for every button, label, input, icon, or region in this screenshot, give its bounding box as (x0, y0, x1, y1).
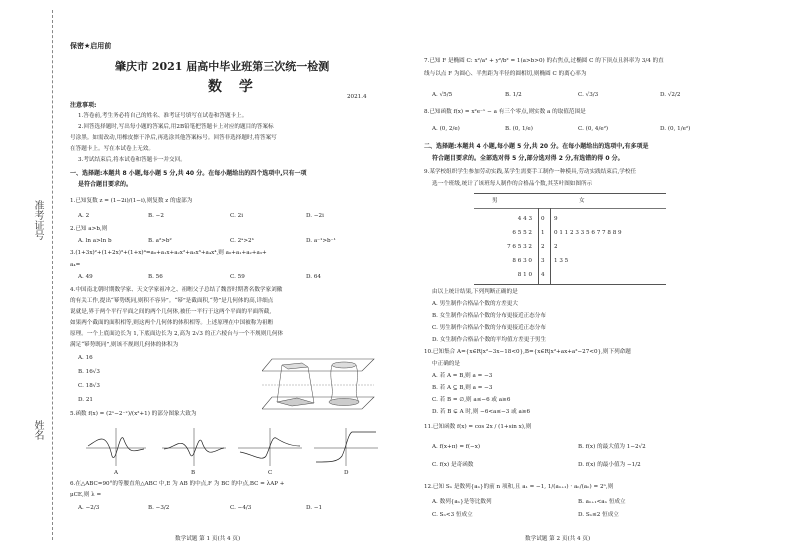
option: C. 18√3 (78, 383, 100, 389)
option: B. −2 (148, 213, 164, 219)
question-4: 满足“幂势既同”,则该不规则几何体的体积为 (70, 342, 179, 348)
question-9-prompt: 由以上统计结果,下列判断正确的是 (432, 289, 518, 295)
option: A. 数列{aₙ}是等比数列 (432, 499, 492, 505)
question-4: 如果两个截面的面积相等,则这两个几何体的体积相等。上述原理在中国被称为祖暅 (70, 320, 274, 326)
question-10: 中正确的是 (432, 361, 460, 367)
question-4: 说就是,界于两个平行平面之间的两个几何体,被任一平行于这两个平面的平面所截, (70, 309, 272, 315)
graph-label-c: C (268, 470, 273, 476)
question-6: μCE,则 λ = (70, 492, 102, 498)
graph-label-b: B (191, 470, 196, 476)
binding-line (52, 10, 53, 540)
question-5: 5.函数 f(x) = (2ˣ−2⁻ˣ)/(x²+1) 的部分图象大致为 (70, 411, 197, 417)
female-leaves: 0 1 1 2 3 3 5 6 7 7 8 8 9 (554, 230, 622, 236)
option: C. √3/3 (578, 92, 599, 98)
option: B. 若 A ⊆ B,则 a = −3 (432, 385, 493, 391)
option: C. 男生制作合格品个数的分布更接近正态分布 (432, 325, 546, 331)
question-6: 6.在△ABC=90°的等腰直角△ABC 中,E 为 AB 的中点,F 为 BC 的中点,BC = λAP + (70, 481, 285, 487)
option: D. (0, 1/e²) (660, 126, 691, 132)
option: C. (0, 4/e²) (578, 126, 609, 132)
question-4: 的有关工作,提出“幂势既同,则积不容异”。“幂”是截面积,“势”是几何体的高,详细点 (70, 298, 274, 304)
question-7: 线与以点 F 为圆心、半焦距为半径的圆相切,则椭圆 C 的离心率为 (424, 71, 587, 77)
option: A. 若 A = B,则 a = −3 (432, 373, 493, 379)
option: C. 若 B = ∅,则 a≤−6 或 a≥6 (432, 397, 511, 403)
question-11: 11.已知函数 f(x) = cos 2x / (1+sin x),则 (424, 424, 532, 430)
female-leaves: 2 (554, 244, 558, 250)
option: C. Sₙ<3 恒成立 (432, 512, 473, 518)
option: A. √5/5 (432, 92, 453, 98)
option: A. 49 (78, 274, 93, 280)
option: D. 女生制作合格品个数的平均值方差更于男生 (432, 337, 547, 343)
question-4: 4.中国南北朝时期数学家、天文学家祖冲之、祖暅父子总结了魏晋时期著名数学家刘徽 (70, 287, 283, 293)
stem-leaf-table (474, 193, 666, 285)
option: B. 女生制作合格品个数的分布更接近正态分布 (432, 313, 546, 319)
male-leaves: 4 4 3 (517, 216, 532, 222)
question-3: 3.(1+3x)²+(1+2x)³+(1+x)⁴=a₀+a₁x+a₂x²+a₃x³+a₄x⁴,则 a₀+a₁+a₂+a₃+ (70, 250, 267, 256)
graph-label-d: D (344, 470, 349, 476)
question-9: 9.某学校组织学生参加劳动实践,某学生需要手工制作一种模具,劳动实践结束后,学校任 (424, 169, 637, 175)
option: D. √2/2 (660, 92, 681, 98)
option: D. 64 (306, 274, 321, 280)
stem-value: 1 (541, 230, 545, 236)
note-line: 在答题卡上。写在本试卷上无效。 (70, 146, 154, 152)
option: C. −4/3 (230, 505, 252, 511)
note-line: 号涂黑。如需改动,用橡皮擦干净后,再选涂其他答案标号。回答非选择题时,将答案写 (70, 135, 277, 141)
section-heading: 一、选择题:本题共 8 小题,每小题 5 分,共 40 分。在每小题给出的四个选项中,只有一项 (70, 170, 307, 177)
section-heading: 符合题目要求的。全部选对得 5 分,部分选对得 2 分,有选错的得 0 分。 (432, 155, 624, 162)
male-header: 男 (492, 198, 498, 204)
option: D. −1 (306, 505, 323, 511)
female-leaves: 1 3 5 (554, 258, 569, 264)
option: A. −2/3 (78, 505, 100, 511)
question-4: 原理。一个上底面边长为 1,下底面边长为 2,高为 2√3 的正六棱台与一个不规则几何体 (70, 331, 284, 337)
option: D. −2i (306, 213, 324, 219)
exam-number-label: 准考证号 (32, 200, 43, 240)
question-10: 10.已知集合 A={x∈R|x²−3x−18<0},B={x∈R|x²+ax+a²−27<0},则下列命题 (424, 349, 631, 355)
option: A. (0, 2/e) (432, 126, 460, 132)
graph-option-d (314, 428, 378, 466)
option: D. Sₙ≤2 恒成立 (578, 512, 619, 518)
section-heading: 二、选择题:本题共 4 小题,每小题 5 分,共 20 分。在每小题给出的选项中,有多项是 (424, 143, 649, 150)
option: C. f(x) 是奇函数 (432, 462, 474, 468)
question-3-cont: a₄= (70, 262, 81, 268)
note-line: 2.回答选择题时,写出每小题的答案后,用2B铅笔把答题卡上对应的题目的答案标 (78, 124, 274, 130)
male-leaves: 7 6 5 3 2 (507, 244, 532, 250)
female-header: 女 (579, 198, 585, 204)
male-leaves: 8 6 3 0 (512, 258, 532, 264)
page-footer-left: 数学试题 第 1 页(共 4 页) (175, 536, 241, 542)
page-footer-right: 数学试题 第 2 页(共 4 页) (525, 536, 591, 542)
option: C. 59 (230, 274, 245, 280)
subject-title: 数 学 (208, 79, 259, 95)
exam-title: 肇庆市 2021 届高中毕业班第三次统一检测 (115, 60, 330, 73)
option: A. 2 (78, 213, 90, 219)
question-7: 7.已知 F 是椭圆 C: x²/a² + y²/b² = 1(a>b>0) 的右焦点,过椭圆 C 的下顶点且斜率为 3/4 的直 (424, 58, 664, 64)
option: B. −3/2 (148, 505, 170, 511)
option: C. 2ᵃ>2ᵇ (230, 238, 254, 244)
female-leaves: 9 (554, 216, 558, 222)
option: D. 21 (78, 397, 93, 403)
stem-value: 2 (541, 244, 545, 250)
frustum-solid-figure (262, 345, 377, 413)
note-line: 3.考试结束后,将本试卷和答题卡一并交回。 (78, 157, 186, 163)
name-label: 姓名 (32, 420, 43, 440)
option: A. f(x+π) = f(−x) (432, 444, 481, 450)
graph-option-a (86, 428, 146, 466)
option: B. (0, 1/e) (505, 126, 533, 132)
option: B. 56 (148, 274, 163, 280)
option: D. f(x) 的最小值为 −1/2 (578, 462, 641, 468)
notes-title: 注意事项: (70, 102, 97, 109)
question-12: 12.已知 Sₙ 是数列{aₙ}的前 n 项和,且 a₁ = −1, 1/(aₙ₊₁) · aₙ/(aₙ) = 2ⁿ,则 (424, 484, 614, 490)
stem-value: 3 (541, 258, 545, 264)
function-graph-options (86, 426, 378, 472)
option: D. 若 B ⊊ A 时,则 −6<a≤−3 或 a≥6 (432, 409, 531, 415)
question-1: 1.已知复数 z = (1−2i)/(1−i),则复数 z 的虚部为 (70, 198, 193, 204)
option: B. 16√3 (78, 369, 100, 375)
option: C. 2i (230, 213, 243, 219)
graph-option-b (162, 428, 226, 466)
option: D. a⁻¹>b⁻¹ (306, 238, 336, 244)
question-2: 2.已知 a>b,则 (70, 226, 108, 232)
note-line: 1.答卷前,考生务必将自己的姓名、准考证号填写在试卷和答题卡上。 (78, 113, 248, 119)
graph-label-a: A (114, 470, 119, 476)
option: B. f(x) 的最大值为 1−2√2 (578, 444, 646, 450)
secret-tag: 保密★启用前 (70, 42, 112, 50)
option: B. a²>b² (148, 238, 172, 244)
graph-option-c (238, 428, 302, 466)
option: B. aₙ₊₁<aₙ 恒成立 (578, 499, 626, 505)
section-heading: 是符合题目要求的。 (78, 181, 133, 188)
option: A. 男生制作合格品个数的方差更大 (432, 301, 518, 307)
option: A. ln a>ln b (78, 238, 112, 244)
option: A. 16 (78, 355, 93, 361)
stem-value: 4 (541, 272, 545, 278)
male-leaves: 6 5 5 2 (512, 230, 532, 236)
question-8: 8.已知函数 f(x) = x²e⁻ˣ − a 有三个零点,则实数 a 的取值范围是 (424, 109, 586, 115)
male-leaves: 8 1 0 (517, 272, 532, 278)
option: B. 1/2 (505, 92, 522, 98)
question-9: 选一个班级,统计了该班每人制作的合格品个数,其茎叶图如图所示 (432, 181, 593, 187)
stem-value: 0 (541, 216, 545, 222)
exam-date: 2021.4 (347, 94, 367, 100)
